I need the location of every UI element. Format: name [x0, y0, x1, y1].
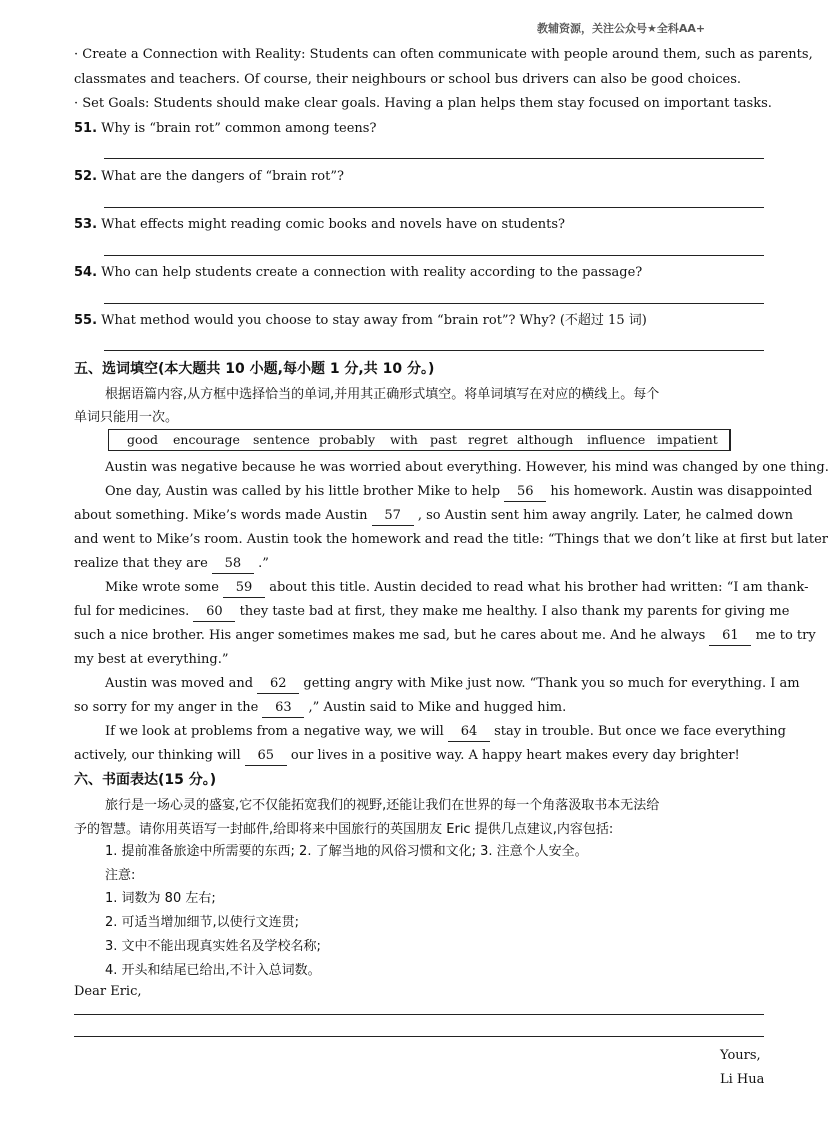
blank-61[interactable]: 61 — [709, 626, 751, 646]
blank-58[interactable]: 58 — [212, 554, 254, 574]
note-item: 4. 开头和结尾已给出,不计入总词数。 — [105, 963, 321, 978]
section-5-title: 五、选词填空(本大题共 10 小题,每小题 1 分,共 10 分。) — [74, 361, 435, 377]
question-text: What are the dangers of “brain rot”? — [101, 169, 344, 184]
answer-line[interactable] — [104, 350, 764, 351]
word-option: with — [390, 432, 418, 447]
passage-line: One day, Austin was called by his little brother Mike to help 56 his homework. Austin was disappointed — [105, 482, 812, 502]
tip-line-2: classmates and teachers. Of course, their neighbours or school bus drivers can also be good choices. — [74, 72, 742, 87]
passage-line: such a nice brother. His anger sometimes makes me sad, but he cares about me. And he always 61 me to try — [74, 626, 816, 646]
letter-closing: Yours, — [720, 1048, 761, 1063]
blank-64[interactable]: 64 — [448, 722, 490, 742]
question-54 — [74, 263, 642, 282]
question-55 — [74, 311, 647, 330]
question-52 — [74, 167, 344, 186]
passage-line: actively, our thinking will 65 our lives in a positive way. A happy heart makes every day brighter! — [74, 746, 740, 766]
answer-line[interactable] — [104, 303, 764, 304]
word-option: impatient — [657, 432, 718, 447]
note-heading: 注意: — [105, 868, 136, 883]
blank-56[interactable]: 56 — [504, 482, 546, 502]
question-number: 54. — [74, 265, 98, 280]
writing-prompt-cont: 予的智慧。请你用英语写一封邮件,给即将来中国旅行的英国朋友 Eric 提供几点建议,内容包括: — [74, 822, 614, 837]
section-6-title: 六、书面表达(15 分。) — [74, 772, 217, 788]
answer-line[interactable] — [104, 158, 764, 159]
watermark: 教辅资源，关注公众号★全科AA+ — [537, 22, 706, 35]
word-option: sentence — [253, 432, 310, 447]
question-text: What effects might reading comic books and novels have on students? — [101, 217, 566, 232]
answer-line[interactable] — [104, 255, 764, 256]
note-item: 1. 词数为 80 左右; — [105, 891, 216, 906]
question-number: 51. — [74, 121, 98, 136]
tip-line-3: · Set Goals: Students should make clear goals. Having a plan helps them stay focused on important tasks. — [74, 96, 772, 111]
word-option: good — [127, 432, 159, 447]
passage-line: Austin was moved and 62 getting angry with Mike just now. “Thank you so much for everything. I am — [105, 674, 800, 694]
word-box — [108, 429, 731, 451]
word-option: although — [517, 432, 574, 447]
letter-greeting: Dear Eric, — [74, 984, 142, 999]
note-item: 2. 可适当增加细节,以使行文连贯; — [105, 915, 300, 930]
writing-prompt: 旅行是一场心灵的盛宴,它不仅能拓宽我们的视野,还能让我们在世界的每一个角落汲取书本无法给 — [105, 798, 660, 813]
passage-line: my best at everything.” — [74, 652, 229, 667]
answer-line[interactable] — [104, 207, 764, 208]
passage-line: about something. Mike’s words made Austin 57 , so Austin sent him away angrily. Later, he calmed down — [74, 506, 793, 526]
blank-62[interactable]: 62 — [257, 674, 299, 694]
passage-line: and went to Mike’s room. Austin took the homework and read the title: “Things that we don’t like at first but later — [74, 532, 828, 547]
word-option: influence — [587, 432, 646, 447]
passage-line: Austin was negative because he was worried about everything. However, his mind was changed by one thing. — [105, 460, 829, 475]
passage-line: If we look at problems from a negative way, we will 64 stay in trouble. But once we face everything — [105, 722, 786, 742]
question-text: Who can help students create a connection with reality according to the passage? — [101, 265, 643, 280]
blank-59[interactable]: 59 — [223, 578, 265, 598]
word-option: past — [430, 432, 457, 447]
tip-line-1: · Create a Connection with Reality: Students can often communicate with people around them, such as parents, — [74, 47, 813, 62]
writing-line[interactable] — [74, 1014, 764, 1015]
word-option: probably — [319, 432, 376, 447]
section-5-instruction: 根据语篇内容,从方框中选择恰当的单词,并用其正确形式填空。将单词填写在对应的横线上。每个 — [105, 387, 660, 402]
question-number: 52. — [74, 169, 98, 184]
blank-65[interactable]: 65 — [245, 746, 287, 766]
word-option: regret — [468, 432, 508, 447]
question-53 — [74, 215, 565, 234]
writing-line[interactable] — [74, 1036, 764, 1037]
word-option: encourage — [173, 432, 240, 447]
passage-line: so sorry for my anger in the 63 ,” Austin said to Mike and hugged him. — [74, 698, 566, 718]
question-text: Why is “brain rot” common among teens? — [101, 121, 377, 136]
passage-line: realize that they are 58 .” — [74, 554, 269, 574]
blank-63[interactable]: 63 — [262, 698, 304, 718]
passage-line: ful for medicines. 60 they taste bad at first, they make me healthy. I also thank my parents for giving me — [74, 602, 789, 622]
blank-57[interactable]: 57 — [372, 506, 414, 526]
question-number: 53. — [74, 217, 98, 232]
question-51 — [74, 119, 376, 138]
question-text: What method would you choose to stay away from “brain rot”? Why? (不超过 15 词) — [101, 313, 647, 328]
passage-line: Mike wrote some 59 about this title. Austin decided to read what his brother had written: “I am thank- — [105, 578, 809, 598]
blank-60[interactable]: 60 — [193, 602, 235, 622]
question-number: 55. — [74, 313, 98, 328]
letter-signature: Li Hua — [720, 1072, 765, 1087]
writing-requirements: 1. 提前准备旅途中所需要的东西; 2. 了解当地的风俗习惯和文化; 3. 注意个人安全。 — [105, 844, 588, 859]
section-5-instruction-cont: 单词只能用一次。 — [74, 410, 179, 425]
note-item: 3. 文中不能出现真实姓名及学校名称; — [105, 939, 321, 954]
